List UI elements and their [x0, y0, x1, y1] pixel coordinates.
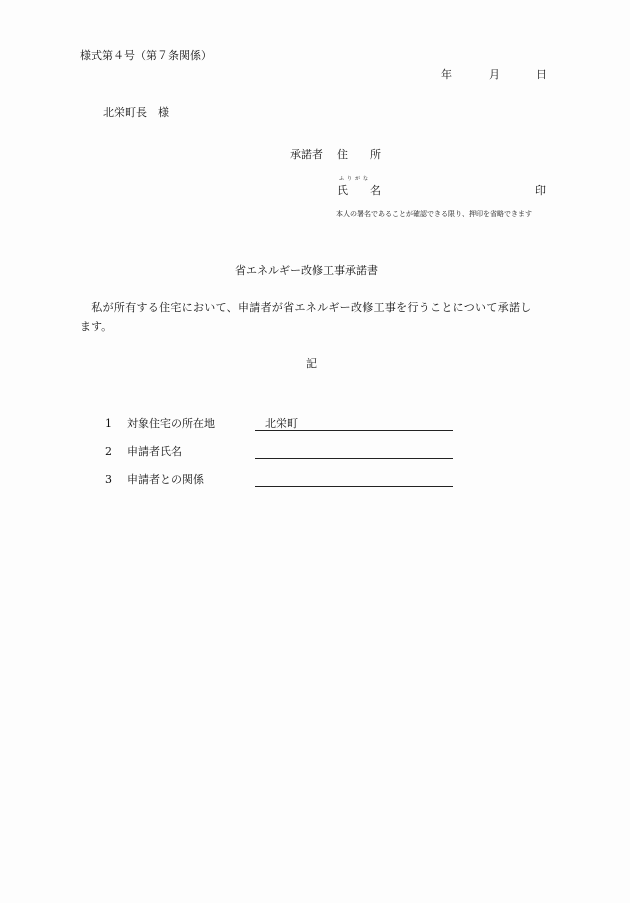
- form-number: 様式第４号（第７条関係）: [80, 49, 212, 62]
- addressee: 北栄町長 様: [103, 106, 169, 119]
- item-label: 対象住宅の所在地: [127, 417, 215, 430]
- document-title: 省エネルギー改修工事承諾書: [235, 264, 378, 277]
- date-year-label: 年: [441, 68, 452, 81]
- item-underline: [255, 458, 453, 459]
- ki-heading: 記: [306, 357, 317, 370]
- item-underline: [255, 486, 453, 487]
- name-label: 氏 名: [337, 184, 381, 197]
- item-number: 2: [105, 445, 112, 458]
- seal-mark: 印: [535, 184, 546, 197]
- role-label: 承諾者: [290, 148, 323, 161]
- signature-note: 本人の署名であることが確認できる限り、押印を省略できます: [336, 210, 532, 218]
- item-label: 申請者との関係: [127, 473, 204, 486]
- body-line-2: ます。: [80, 320, 113, 333]
- address-label: 住 所: [337, 148, 381, 161]
- body-line-1: 私が所有する住宅において、申請者が省エネルギー改修工事を行うことについて承諾し: [80, 301, 532, 314]
- item-number: 3: [105, 473, 112, 486]
- item-value: 北栄町: [265, 417, 298, 430]
- furigana-label: ふりがな: [339, 176, 372, 182]
- item-label: 申請者氏名: [127, 445, 182, 458]
- date-day-label: 日: [536, 68, 547, 81]
- item-underline: [255, 430, 453, 431]
- item-number: 1: [105, 417, 112, 430]
- date-month-label: 月: [489, 68, 500, 81]
